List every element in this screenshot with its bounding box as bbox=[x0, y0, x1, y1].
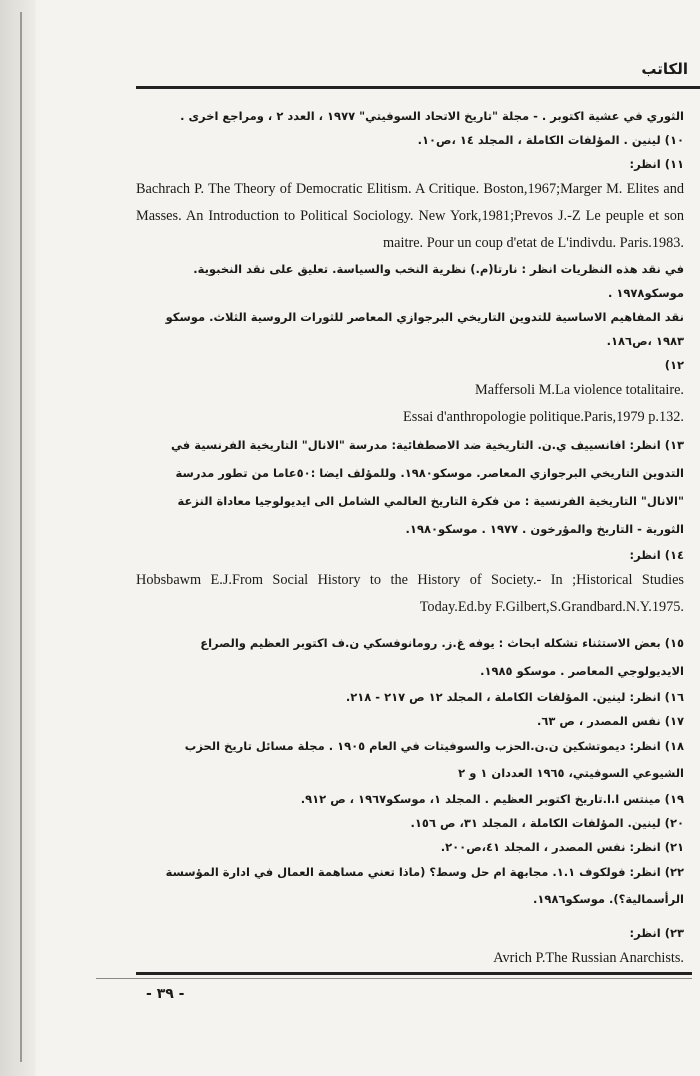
note-16: ١٦) انظر: لينين. المؤلفات الكاملة ، المجلد ١٢ ص ٢١٧ - ٢١٨. bbox=[345, 690, 684, 704]
note-23-label: ٢٣) انظر: bbox=[629, 926, 684, 940]
note-11-arabic-a: في نقد هذه النظريات انظر : نارتا(م.) نظرية النخب والسياسة. تعليق على نقد النخبوية. موسكو١٩٧٨ . bbox=[193, 262, 684, 300]
binding-edge bbox=[20, 12, 22, 1062]
note-17: ١٧) نفس المصدر ، ص ٦٣. bbox=[537, 714, 684, 728]
note-21: ٢١) انظر: نفس المصدر ، المجلد ٤١،ص٢٠٠. bbox=[440, 840, 684, 854]
note-23-citation: Avrich P.The Russian Anarchists. bbox=[493, 950, 684, 966]
page-number: - ٣٩ - bbox=[146, 986, 185, 1002]
note-11-citation: Bachrach P. The Theory of Democratic Elitism. A Critique. Boston,1967;Marger M. Elites and Masses. An Introduction to Political Sociology. New York,1981;Prevos J.-Z Le peuple et son maitre. Pour un coup d'etat de L'indivdu. Paris.1983. bbox=[136, 181, 684, 251]
running-header bbox=[136, 60, 700, 82]
note-12-citation-a: Maffersoli M.La violence totalitaire. bbox=[475, 382, 684, 398]
header-rule bbox=[136, 86, 700, 89]
note-22: ٢٢) انظر: فولكوف ١.١. مجابهة ام حل وسط؟ (ماذا تعني مساهمة العمال في ادارة المؤسسة الرأسمالية؟). موسكو١٩٨٦. bbox=[165, 865, 684, 906]
note-line: الثوري في عشية اكتوبر . - مجلة "تاريخ الاتحاد السوفيتي" ١٩٧٧ ، العدد ٢ ، ومراجع اخرى . bbox=[180, 109, 684, 123]
note-10: ١٠) لينين . المؤلفات الكاملة ، المجلد ١٤ ،ص١٠. bbox=[417, 133, 684, 147]
binding-gutter bbox=[0, 0, 34, 1076]
note-14-citation: Hobsbawm E.J.From Social History to the History of Society.- In ;Historical Studies Today.Ed.by F.Gilbert,S.Grandbard.N.Y.1975. bbox=[136, 572, 684, 615]
note-12-citation-b: Essai d'anthropologie politique.Paris,1979 p.132. bbox=[403, 409, 684, 425]
running-head-title: الكاتب bbox=[641, 60, 688, 78]
note-13: ١٣) انظر: افانسييف ي.ن. التاريخية ضد الاصطفائية: مدرسة "الانال" التاريخية الفرنسية في التدوين التاريخي البرجوازي المعاصر. موسكو١٩٨٠. وللمؤلف ايضا :٥٠عاما من تطور مدرسة "الانال" التاريخية الفرنسية : من فكرة التاريخ العالمي الشامل الى ايديولوجيا معاداة النزعة الثورية - التاريخ والمؤرخون . ١٩٧٧ . موسكو١٩٨٠. bbox=[171, 438, 684, 536]
note-20: ٢٠) لينين. المؤلفات الكاملة ، المجلد ٣١، ص ١٥٦. bbox=[410, 816, 684, 830]
note-11-arabic-b: نقد المفاهيم الاساسية للتدوين التاريخي البرجوازي المعاصر للثورات الروسية الثلاث. موسكو ١٩٨٣ ،ص١٨٦. bbox=[165, 310, 684, 348]
note-14-label: ١٤) انظر: bbox=[629, 548, 684, 562]
footer-rule-thin bbox=[96, 978, 692, 979]
footer-rule bbox=[136, 972, 692, 975]
page bbox=[36, 0, 700, 1076]
note-18: ١٨) انظر: ديموتشكين ن.ن.الحزب والسوفيتات في العام ١٩٠٥ . مجلة مسائل تاريخ الحزب الشيوعي السوفيتي، ١٩٦٥ العددان ١ و ٢ bbox=[184, 739, 684, 780]
note-11-label: ١١) انظر: bbox=[629, 157, 684, 171]
note-12-label: ١٢) bbox=[664, 358, 684, 372]
note-15: ١٥) بعض الاستثناء تشكله ابحاث : يوفه غ.ز. رومانوفسكي ن.ف اكتوبر العظيم والصراع الايديولوجي المعاصر . موسكو ١٩٨٥. bbox=[200, 636, 684, 678]
note-19: ١٩) مينتس ا.ا.تاريخ اكتوبر العظيم . المجلد ١، موسكو١٩٦٧ ، ص ٩١٢. bbox=[300, 792, 684, 806]
notes-body bbox=[136, 104, 684, 972]
